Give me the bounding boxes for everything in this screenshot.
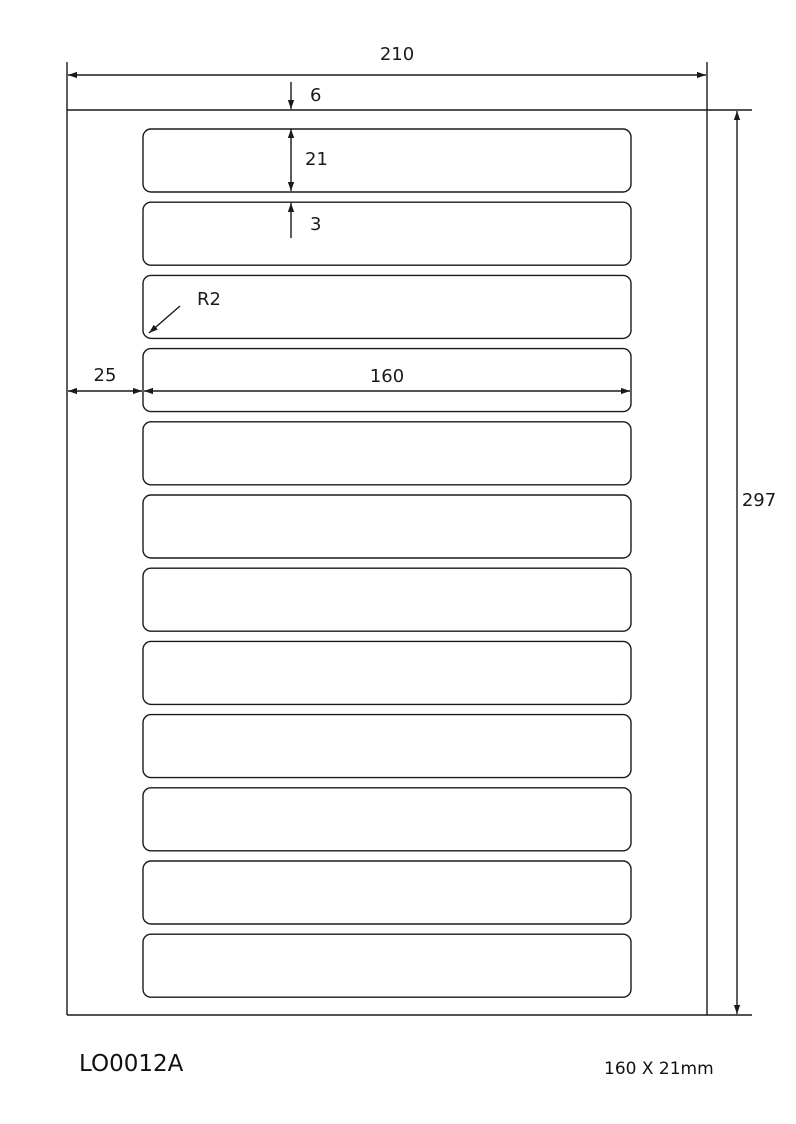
product-code: LO0012A bbox=[79, 1051, 184, 1077]
label-1 bbox=[143, 129, 631, 192]
label-12 bbox=[143, 934, 631, 997]
label-8 bbox=[143, 641, 631, 704]
corner-radius-callout bbox=[149, 289, 221, 333]
label-6 bbox=[143, 495, 631, 558]
label-width-dimension bbox=[144, 366, 630, 391]
vertical-gap-dimension bbox=[291, 203, 321, 238]
sheet-width-label: 210 bbox=[379, 44, 415, 65]
top-margin-label: 6 bbox=[310, 85, 322, 106]
label-7 bbox=[143, 568, 631, 631]
sheet-height-label: 297 bbox=[741, 490, 777, 511]
labels-group bbox=[143, 129, 631, 997]
label-10 bbox=[143, 788, 631, 851]
top-margin-dimension bbox=[291, 82, 321, 109]
label-width-label: 160 bbox=[369, 366, 405, 387]
vertical-gap-label: 3 bbox=[310, 214, 322, 235]
corner-radius-leader bbox=[149, 306, 180, 333]
label-size-text: 160 X 21mm bbox=[604, 1059, 714, 1079]
label-height-label: 21 bbox=[305, 149, 328, 170]
corner-radius-label: R2 bbox=[197, 289, 221, 310]
left-margin-label: 25 bbox=[93, 365, 117, 386]
label-9 bbox=[143, 715, 631, 778]
label-5 bbox=[143, 422, 631, 485]
sheet-height-dimension bbox=[737, 111, 776, 1014]
label-height-dimension bbox=[291, 129, 328, 191]
label-11 bbox=[143, 861, 631, 924]
sheet-outline bbox=[67, 62, 752, 1015]
left-margin-dimension bbox=[68, 365, 142, 391]
label-2 bbox=[143, 202, 631, 265]
sheet-width-dimension bbox=[68, 44, 706, 75]
